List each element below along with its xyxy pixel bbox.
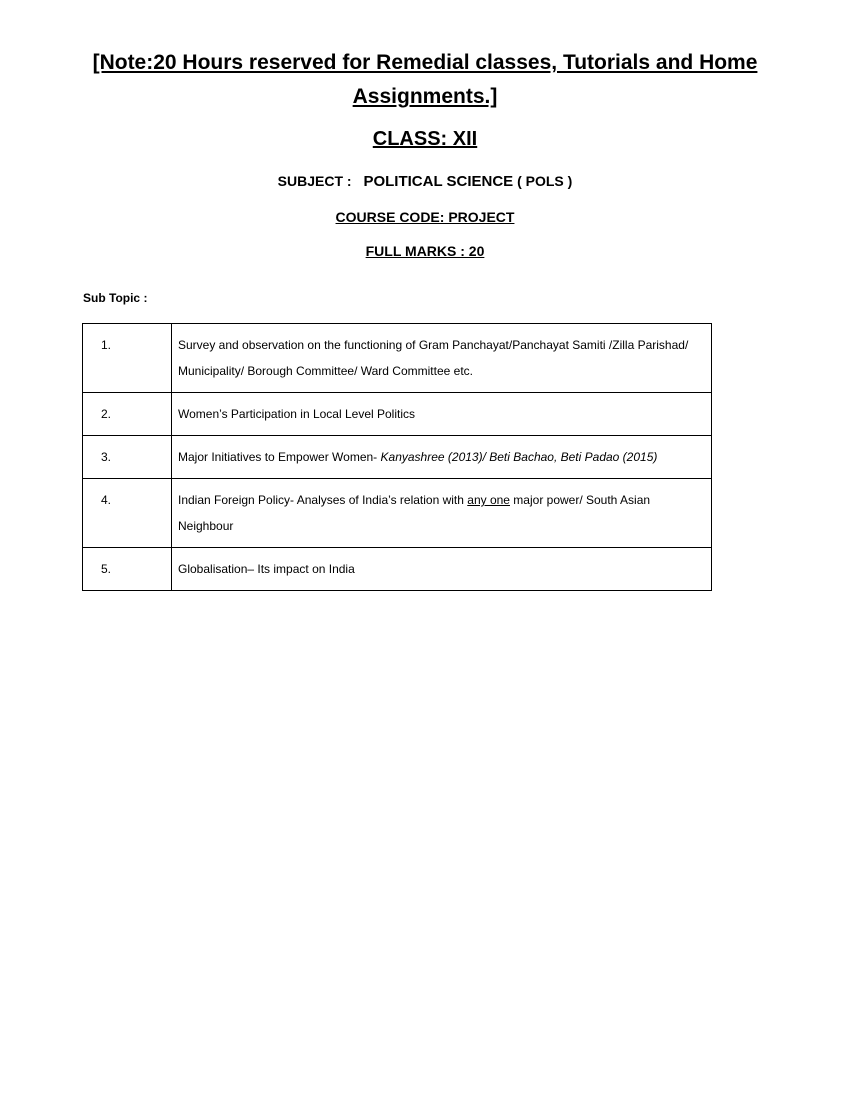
topic-number: 5. bbox=[100, 562, 111, 576]
topic-number: 2. bbox=[100, 407, 111, 421]
subtopic-table bbox=[82, 323, 712, 591]
topic-number: 4. bbox=[100, 493, 111, 507]
table-row bbox=[83, 324, 712, 393]
topic-number: 3. bbox=[100, 450, 111, 464]
topic-text: Globalisation– Its impact on India bbox=[172, 548, 712, 591]
note-heading: [Note:20 Hours reserved for Remedial classes, Tutorials and Home Assignments.] bbox=[92, 51, 758, 108]
topic-text-after: major power/ South Asian Neighbour bbox=[178, 493, 651, 533]
table-row bbox=[83, 393, 712, 436]
subject-line bbox=[0, 173, 850, 190]
table-row bbox=[83, 436, 712, 479]
subject-label: SUBJECT : bbox=[277, 173, 352, 189]
subject-value: POLITICAL SCIENCE bbox=[363, 173, 514, 190]
topic-text: Survey and observation on the functioning of Gram Panchayat/Panchayat Samiti /Zilla Parishad/ Municipality/ Borough Committee/ Ward Committee etc. bbox=[172, 324, 712, 393]
subtopic-label: Sub Topic : bbox=[83, 291, 148, 305]
subject-abbr: ( POLS ) bbox=[517, 173, 573, 189]
full-marks: FULL MARKS : 20 bbox=[365, 243, 485, 259]
topic-text bbox=[172, 479, 712, 548]
topic-text: Women’s Participation in Local Level Politics bbox=[172, 393, 712, 436]
table-row bbox=[83, 548, 712, 591]
topic-text-underlined: any one bbox=[467, 493, 510, 507]
table-row bbox=[83, 479, 712, 548]
course-code: COURSE CODE: PROJECT bbox=[335, 209, 515, 225]
topic-text-plain: Major Initiatives to Empower Women- bbox=[178, 450, 381, 464]
class-title: CLASS: XII bbox=[372, 128, 478, 150]
topic-number: 1. bbox=[100, 338, 111, 352]
topic-text-italic: Kanyashree (2013)/ Beti Bachao, Beti Padao (2015) bbox=[380, 450, 658, 464]
topic-text-before: Indian Foreign Policy- Analyses of India’s relation with bbox=[178, 493, 468, 507]
topic-text bbox=[172, 436, 712, 479]
